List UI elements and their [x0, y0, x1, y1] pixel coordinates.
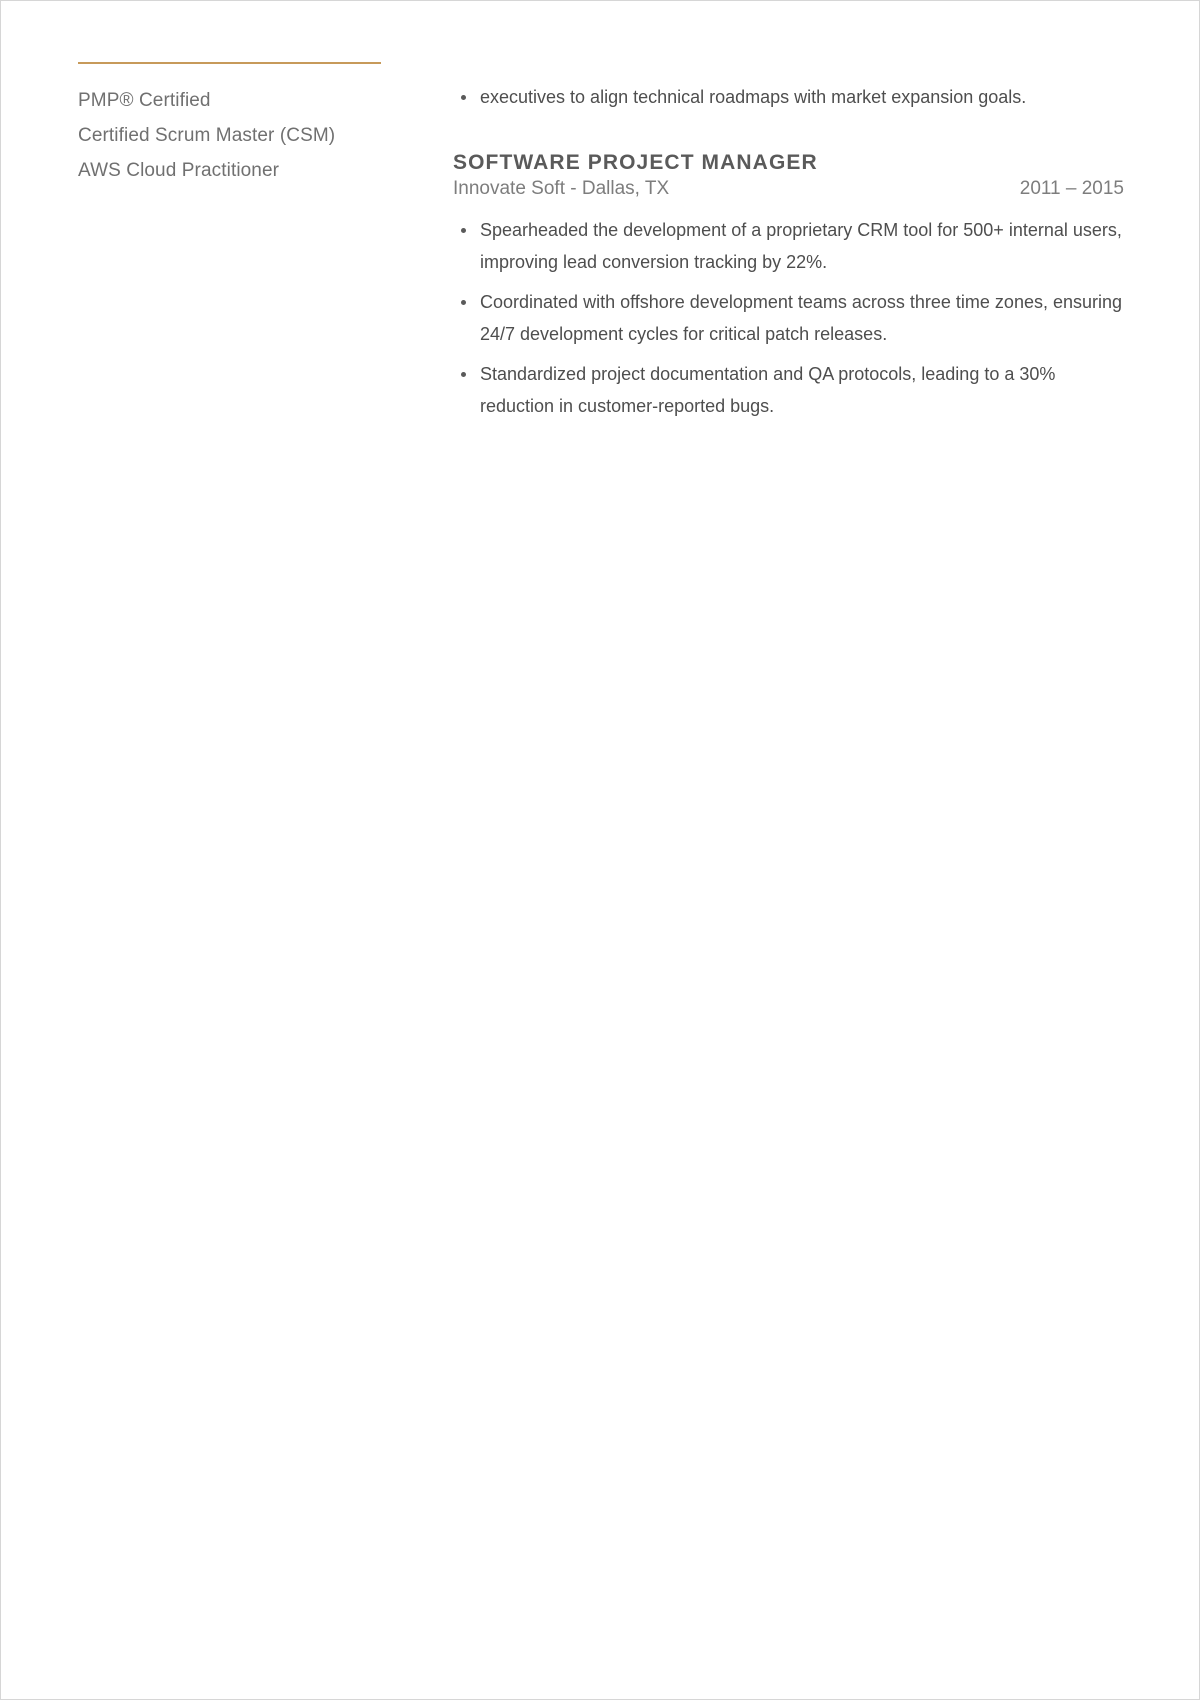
continued-bullet-list: [453, 81, 1124, 113]
bullet-dot-icon: [461, 300, 466, 305]
job-bullet-list: [453, 214, 1124, 422]
certification-item: PMP® Certified: [78, 90, 211, 111]
right-column: [453, 81, 1124, 430]
left-column: [78, 62, 381, 195]
bullet-item: [453, 358, 1124, 422]
section-divider: [78, 62, 381, 64]
bullet-dot-icon: [461, 372, 466, 377]
bullet-text: Standardized project documentation and QA protocols, leading to a 30% reduction in customer-reported bugs.: [480, 364, 1056, 416]
bullet-dot-icon: [461, 228, 466, 233]
job-dates: 2011 – 2015: [1019, 178, 1124, 199]
bullet-dot-icon: [461, 95, 466, 100]
bullet-item: [453, 81, 1124, 113]
job-entry: [453, 150, 1124, 422]
certifications-list: [78, 90, 381, 182]
job-meta: [453, 176, 1124, 202]
bullet-item: [453, 286, 1124, 350]
job-title: SOFTWARE PROJECT MANAGER: [453, 151, 818, 174]
bullet-text: Spearheaded the development of a proprietary CRM tool for 500+ internal users, improving lead conversion tracking by 22%.: [480, 220, 1122, 272]
certification-item: AWS Cloud Practitioner: [78, 160, 280, 181]
certification-item: Certified Scrum Master (CSM): [78, 125, 336, 146]
bullet-text: Coordinated with offshore development teams across three time zones, ensuring 24/7 development cycles for critical patch releases.: [480, 292, 1123, 344]
bullet-text: executives to align technical roadmaps with market expansion goals.: [480, 87, 1027, 107]
bullet-item: [453, 214, 1124, 278]
job-company-location: Innovate Soft - Dallas, TX: [453, 178, 670, 199]
